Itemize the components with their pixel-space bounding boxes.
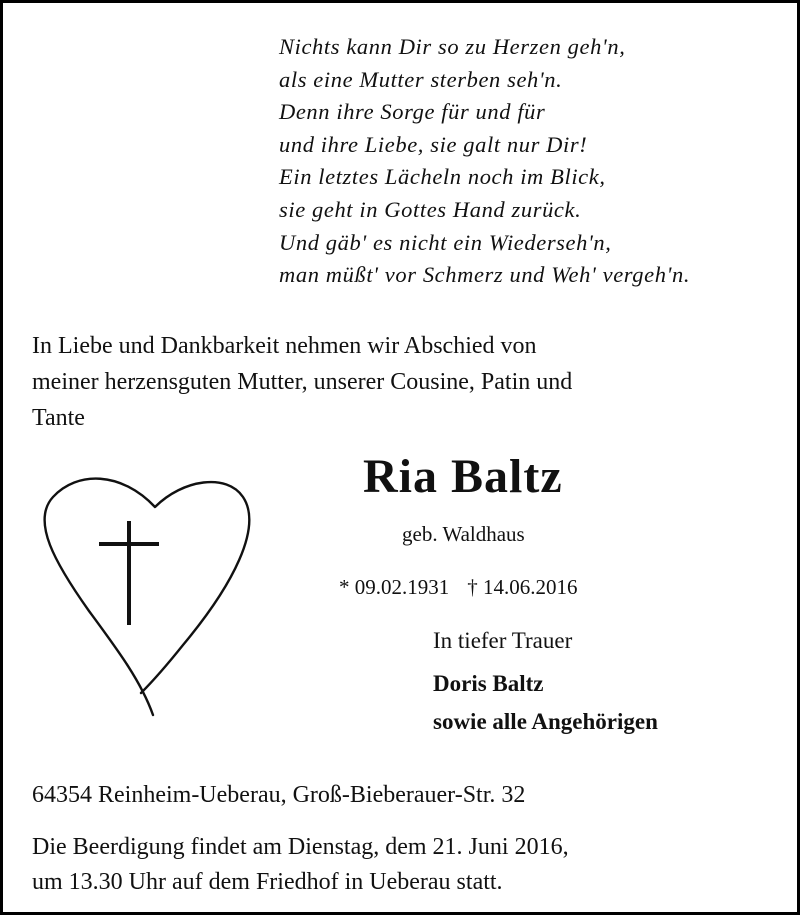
- poem-line: Und gäb' es nicht ein Wiederseh'n,: [279, 229, 612, 255]
- poem-line: Denn ihre Sorge für und für: [279, 99, 546, 125]
- poem-line: als eine Mutter sterben seh'n.: [279, 66, 563, 92]
- poem-line: und ihre Liebe, sie galt nur Dir!: [279, 131, 588, 157]
- poem-line: Ein letztes Lächeln noch im Blick,: [279, 164, 606, 190]
- birth-date: * 09.02.1931: [339, 575, 450, 599]
- poem-line: man müßt' vor Schmerz und Weh' vergeh'n.: [279, 262, 691, 288]
- address: 64354 Reinheim-Ueberau, Groß-Bieberauer-Str. 32: [32, 782, 526, 808]
- poem-line: sie geht in Gottes Hand zurück.: [279, 196, 582, 222]
- funeral-info: [32, 830, 772, 900]
- cross-icon: [99, 521, 159, 625]
- birth-name: geb. Waldhaus: [402, 522, 525, 546]
- mourning-heading: In tiefer Trauer: [433, 628, 573, 653]
- deceased-name: Ria Baltz: [363, 450, 563, 503]
- death-date: † 14.06.2016: [467, 575, 578, 599]
- poem: [279, 31, 779, 292]
- funeral-line: um 13.30 Uhr auf dem Friedhof in Ueberau statt.: [32, 869, 503, 895]
- intro-line: Tante: [32, 405, 85, 431]
- intro-line: In Liebe und Dankbarkeit nehmen wir Abschied von: [32, 333, 537, 359]
- heart-outline-icon: [37, 467, 267, 723]
- heart-outline: [45, 479, 250, 715]
- intro-line: meiner herzensguten Mutter, unserer Cousine, Patin und: [32, 369, 573, 395]
- poem-line: Nichts kann Dir so zu Herzen geh'n,: [279, 34, 626, 59]
- mourner-relatives: sowie alle Angehörigen: [433, 709, 658, 734]
- mourner-name: Doris Baltz: [433, 671, 544, 696]
- funeral-line: Die Beerdigung findet am Dienstag, dem 21. Juni 2016,: [32, 834, 569, 860]
- life-dates: [339, 575, 578, 600]
- intro-text: [32, 328, 772, 436]
